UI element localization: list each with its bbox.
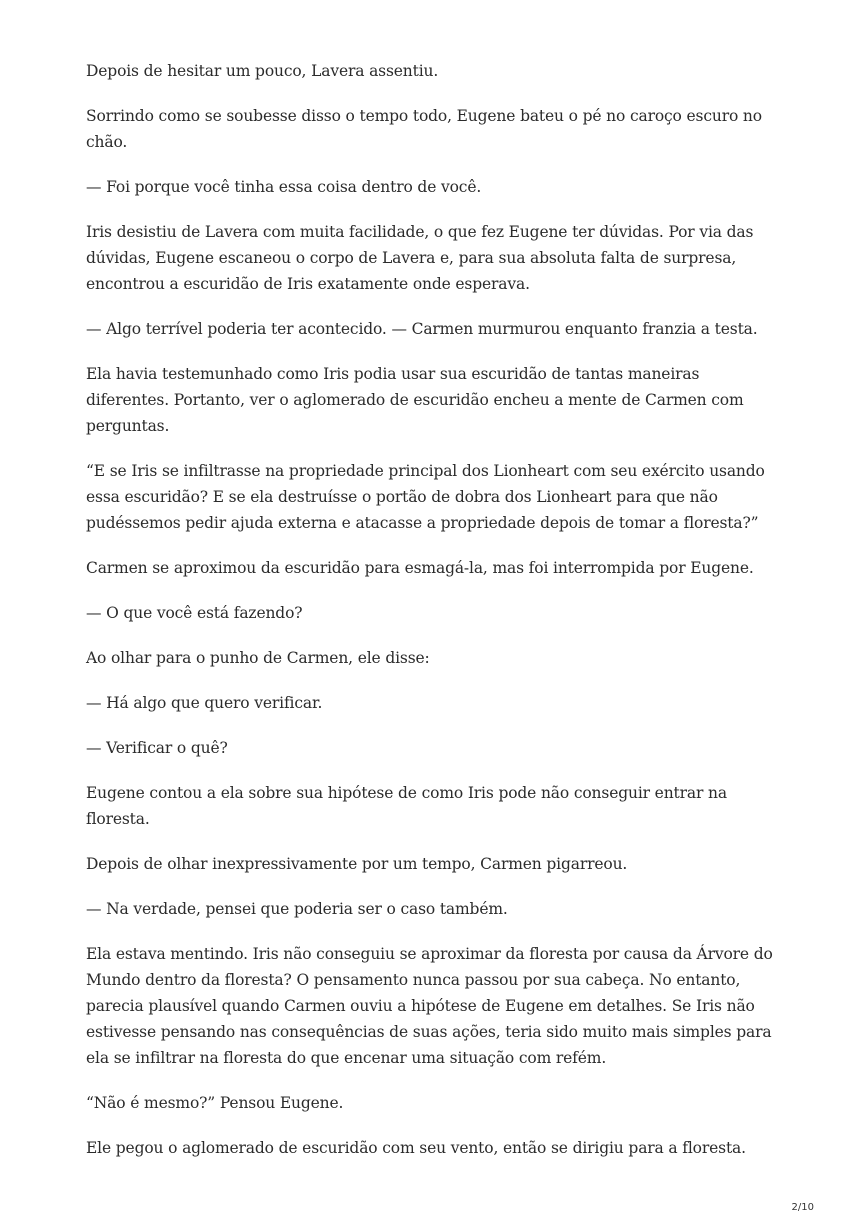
paragraph: Ela havia testemunhado como Iris podia usar sua escuridão de tantas maneiras diferentes. Portanto, ver o aglomerado de escuridão encheu a mente de Carmen com perguntas. [86,365,744,435]
paragraph: — Algo terrível poderia ter acontecido. — Carmen murmurou enquanto franzia a testa. [86,320,758,338]
paragraph: Ele pegou o aglomerado de escuridão com seu vento, então se dirigiu para a floresta. [86,1139,746,1157]
paragraph: Ela estava mentindo. Iris não conseguiu se aproximar da floresta por causa da Árvore do Mundo dentro da floresta? O pensamento nunca passou por sua cabeça. No entanto, parecia plausível quando Carmen ouviu a hipótese de Eugene em detalhes. Se Iris não estivesse pensando nas consequências de suas ações, teria sido muito mais simples para ela se infiltrar na floresta do que encenar uma situação com refém. [86,945,773,1067]
paragraph: Carmen se aproximou da escuridão para esmagá-la, mas foi interrompida por Eugene. [86,559,754,577]
paragraph: “E se Iris se infiltrasse na propriedade principal dos Lionheart com seu exército usando essa escuridão? E se ela destruísse o portão de dobra dos Lionheart para que não pudéssemos pedir ajuda externa e atacasse a propriedade depois de tomar a floresta?” [86,462,765,532]
paragraph: Eugene contou a ela sobre sua hipótese de como Iris pode não conseguir entrar na floresta. [86,784,727,828]
paragraph: Depois de hesitar um pouco, Lavera assentiu. [86,62,439,80]
paragraph: “Não é mesmo?” Pensou Eugene. [86,1094,344,1112]
paragraph: — Foi porque você tinha essa coisa dentro de você. [86,178,482,196]
paragraph: Iris desistiu de Lavera com muita facilidade, o que fez Eugene ter dúvidas. Por via das dúvidas, Eugene escaneou o corpo de Lavera e, para sua absoluta falta de surpresa, encontrou a escuridão de Iris exatamente onde esperava. [86,223,754,293]
paragraph: — Verificar o quê? [86,739,228,757]
paragraph: — Na verdade, pensei que poderia ser o caso também. [86,900,508,918]
paragraph: Ao olhar para o punho de Carmen, ele disse: [86,649,430,667]
paragraph: — O que você está fazendo? [86,604,303,622]
paragraph: Depois de olhar inexpressivamente por um tempo, Carmen pigarreou. [86,855,628,873]
document-body [86,58,786,1180]
page-number: 2/10 [791,1202,814,1213]
paragraph: Sorrindo como se soubesse disso o tempo todo, Eugene bateu o pé no caroço escuro no chão. [86,107,762,151]
paragraph: — Há algo que quero verificar. [86,694,323,712]
